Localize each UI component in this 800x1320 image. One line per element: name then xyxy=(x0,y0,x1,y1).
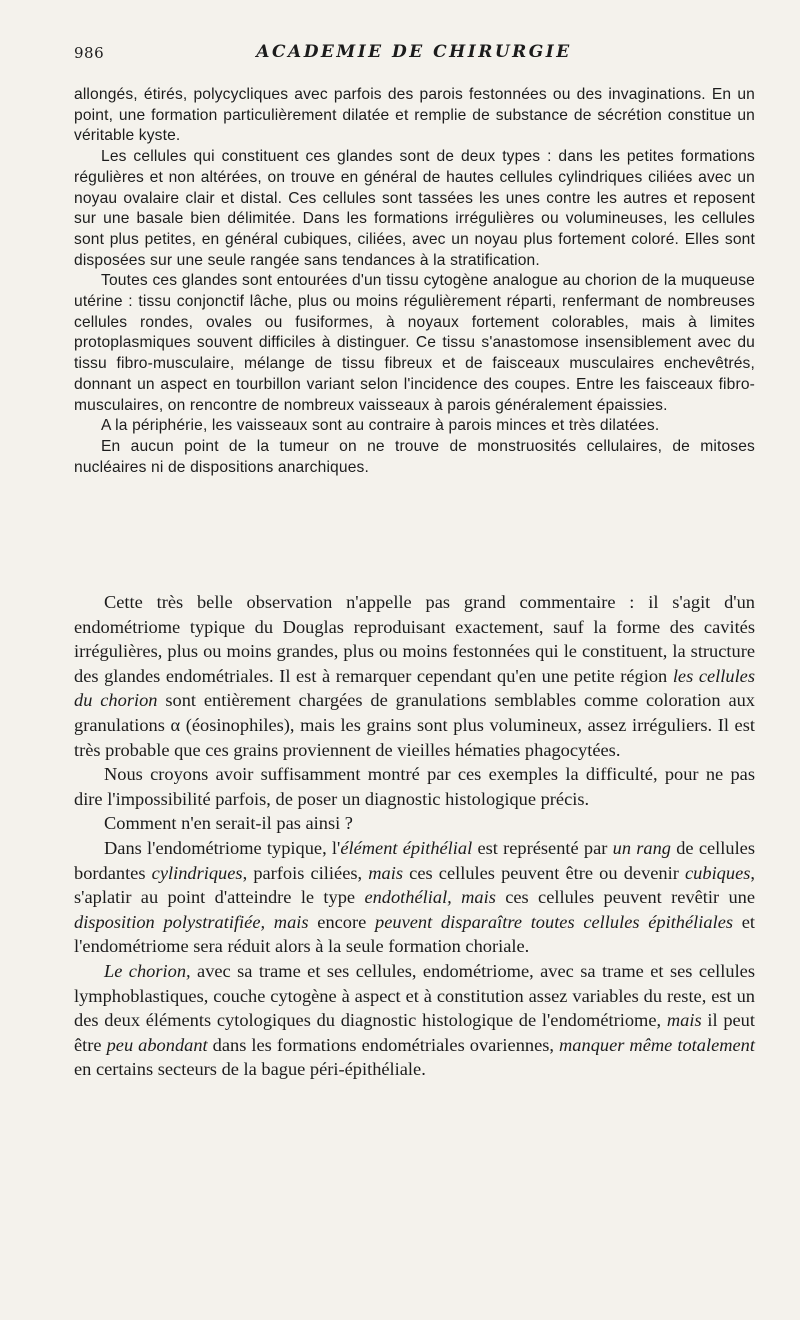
text-run: Cette très belle observation n'appelle pas grand commentaire : il s'agit d'un endométriome typique du Douglas reproduisant exactement, sauf la forme des cavités irrégulières, plus ou moins grandes, plus ou moins festonnées qui le constituent, la structure des glandes endométriales. Il est à remarquer cependant qu'en une petite région xyxy=(74,592,755,686)
text-run: est représenté par xyxy=(472,837,613,858)
italic-run: Le chorion, xyxy=(104,960,191,981)
text-run: avec sa trame et ses cellules, endométriome, avec sa trame et ses cellules lymphoblastiques, couche cytogène à aspect et à constitution assez variables du reste, est un des deux éléments cytologiques du diagnostic histologique de l'endométriome, xyxy=(74,960,756,1031)
italic-run: les cellules du chorion xyxy=(74,665,755,711)
italic-run: endothélial, mais xyxy=(364,887,496,908)
italic-run: peuvent disparaître toutes cellules épithéliales xyxy=(375,911,734,932)
text-run: ces cellules peuvent revêtir une xyxy=(495,887,755,908)
page-number: 986 xyxy=(74,44,105,62)
paragraph xyxy=(74,590,755,762)
text-run: il peut être xyxy=(74,1010,755,1055)
italic-run: manquer même totalement xyxy=(559,1034,755,1055)
text-run: sont entièrement chargées de granulations semblables comme coloration aux granulations α (éosinophiles), mais les grains sont plus volumineux, assez irréguliers. Il est très probable que ces grains proviennent de vieilles hématies phagocytées. xyxy=(74,690,755,760)
paragraph xyxy=(74,959,755,1082)
italic-run: cubiques xyxy=(685,862,751,883)
paragraph: Comment n'en serait-il pas ainsi ? xyxy=(104,813,353,834)
italic-run: un rang xyxy=(612,837,671,858)
text-run: , parfois ciliées, xyxy=(242,862,369,883)
italic-run: disposition polystratifiée, mais xyxy=(74,911,309,932)
text-run: et l'endométriome sera réduit alors à la seule formation choriale. xyxy=(74,911,756,957)
running-head: ACADEMIE DE CHIRURGIE xyxy=(256,42,572,62)
paragraph: En aucun point de la tumeur on ne trouve de monstruosités cellulaires, de mitoses nucléaires ni de dispositions anarchiques. xyxy=(74,437,755,476)
italic-run: mais xyxy=(666,1010,702,1031)
italic-run: élément épithélial xyxy=(340,837,473,858)
text-run: dans les formations endométriales ovariennes, xyxy=(207,1034,560,1055)
italic-run: peu abondant xyxy=(106,1034,208,1055)
text-run: encore xyxy=(308,911,376,932)
italic-run: cylindriques xyxy=(151,862,243,883)
page-header xyxy=(74,40,754,66)
text-run: Dans l'endométriome typique, l' xyxy=(104,837,341,858)
paragraph: Les cellules qui constituent ces glandes sont de deux types : dans les petites formations régulières et non altérées, on trouve en général de hautes cellules cylindriques ciliées avec un noyau ovalaire clair et distal. Ces cellules sont tassées les unes contre les autres et reposent sur une basale bien délimitée. Dans les formations irrégulières ou volumineuses, les cellules sont plus petites, en général cubiques, ciliées, avec un noyau plus fortement coloré. Elles sont disposées sur une seule rangée sans tendances à la stratification. xyxy=(74,148,755,269)
paragraph: Toutes ces glandes sont entourées d'un tissu cytogène analogue au chorion de la muqueuse utérine : tissu conjonctif lâche, plus ou moins régulièrement réparti, renfermant de nombreuses cellules rondes, ovales ou fusiformes, à noyaux fortement colorables, mais à limites protoplasmiques souvent difficiles à distinguer. Ce tissu s'anastomose insensiblement avec du tissu fibro-musculaire, mélange de tissu fibreux et de faisceaux musculaires enchevêtrés, donnant un aspect en tourbillon variant selon l'incidence des coupes. Entre les faisceaux fibro-musculaires, on rencontre de nombreux vaisseaux à parois généralement épaissies. xyxy=(74,272,755,414)
text-run: de cellules bordantes xyxy=(74,837,755,883)
paragraph: Nous croyons avoir suffisamment montré par ces exemples la difficulté, pour ne pas dire l'impossibilité parfois, de poser un diagnostic histologique précis. xyxy=(74,764,755,809)
paragraph: A la périphérie, les vaisseaux sont au contraire à parois minces et très dilatées. xyxy=(101,417,660,435)
italic-run: mais xyxy=(368,862,404,883)
commentary-section xyxy=(74,590,755,1082)
text-run: , s'aplatir au point d'atteindre le type xyxy=(74,862,755,908)
paragraph xyxy=(74,836,755,959)
text-run: en certains secteurs de la bague péri-épithéliale. xyxy=(74,1059,426,1080)
text-run: ces cellules peuvent être ou devenir xyxy=(403,862,686,883)
small-print-section xyxy=(74,85,755,478)
paragraph: allongés, étirés, polycycliques avec parfois des parois festonnées ou des invaginations. En un point, une formation particulièrement dilatée et remplie de substance de sécrétion constitue un véritable kyste. xyxy=(74,86,755,145)
